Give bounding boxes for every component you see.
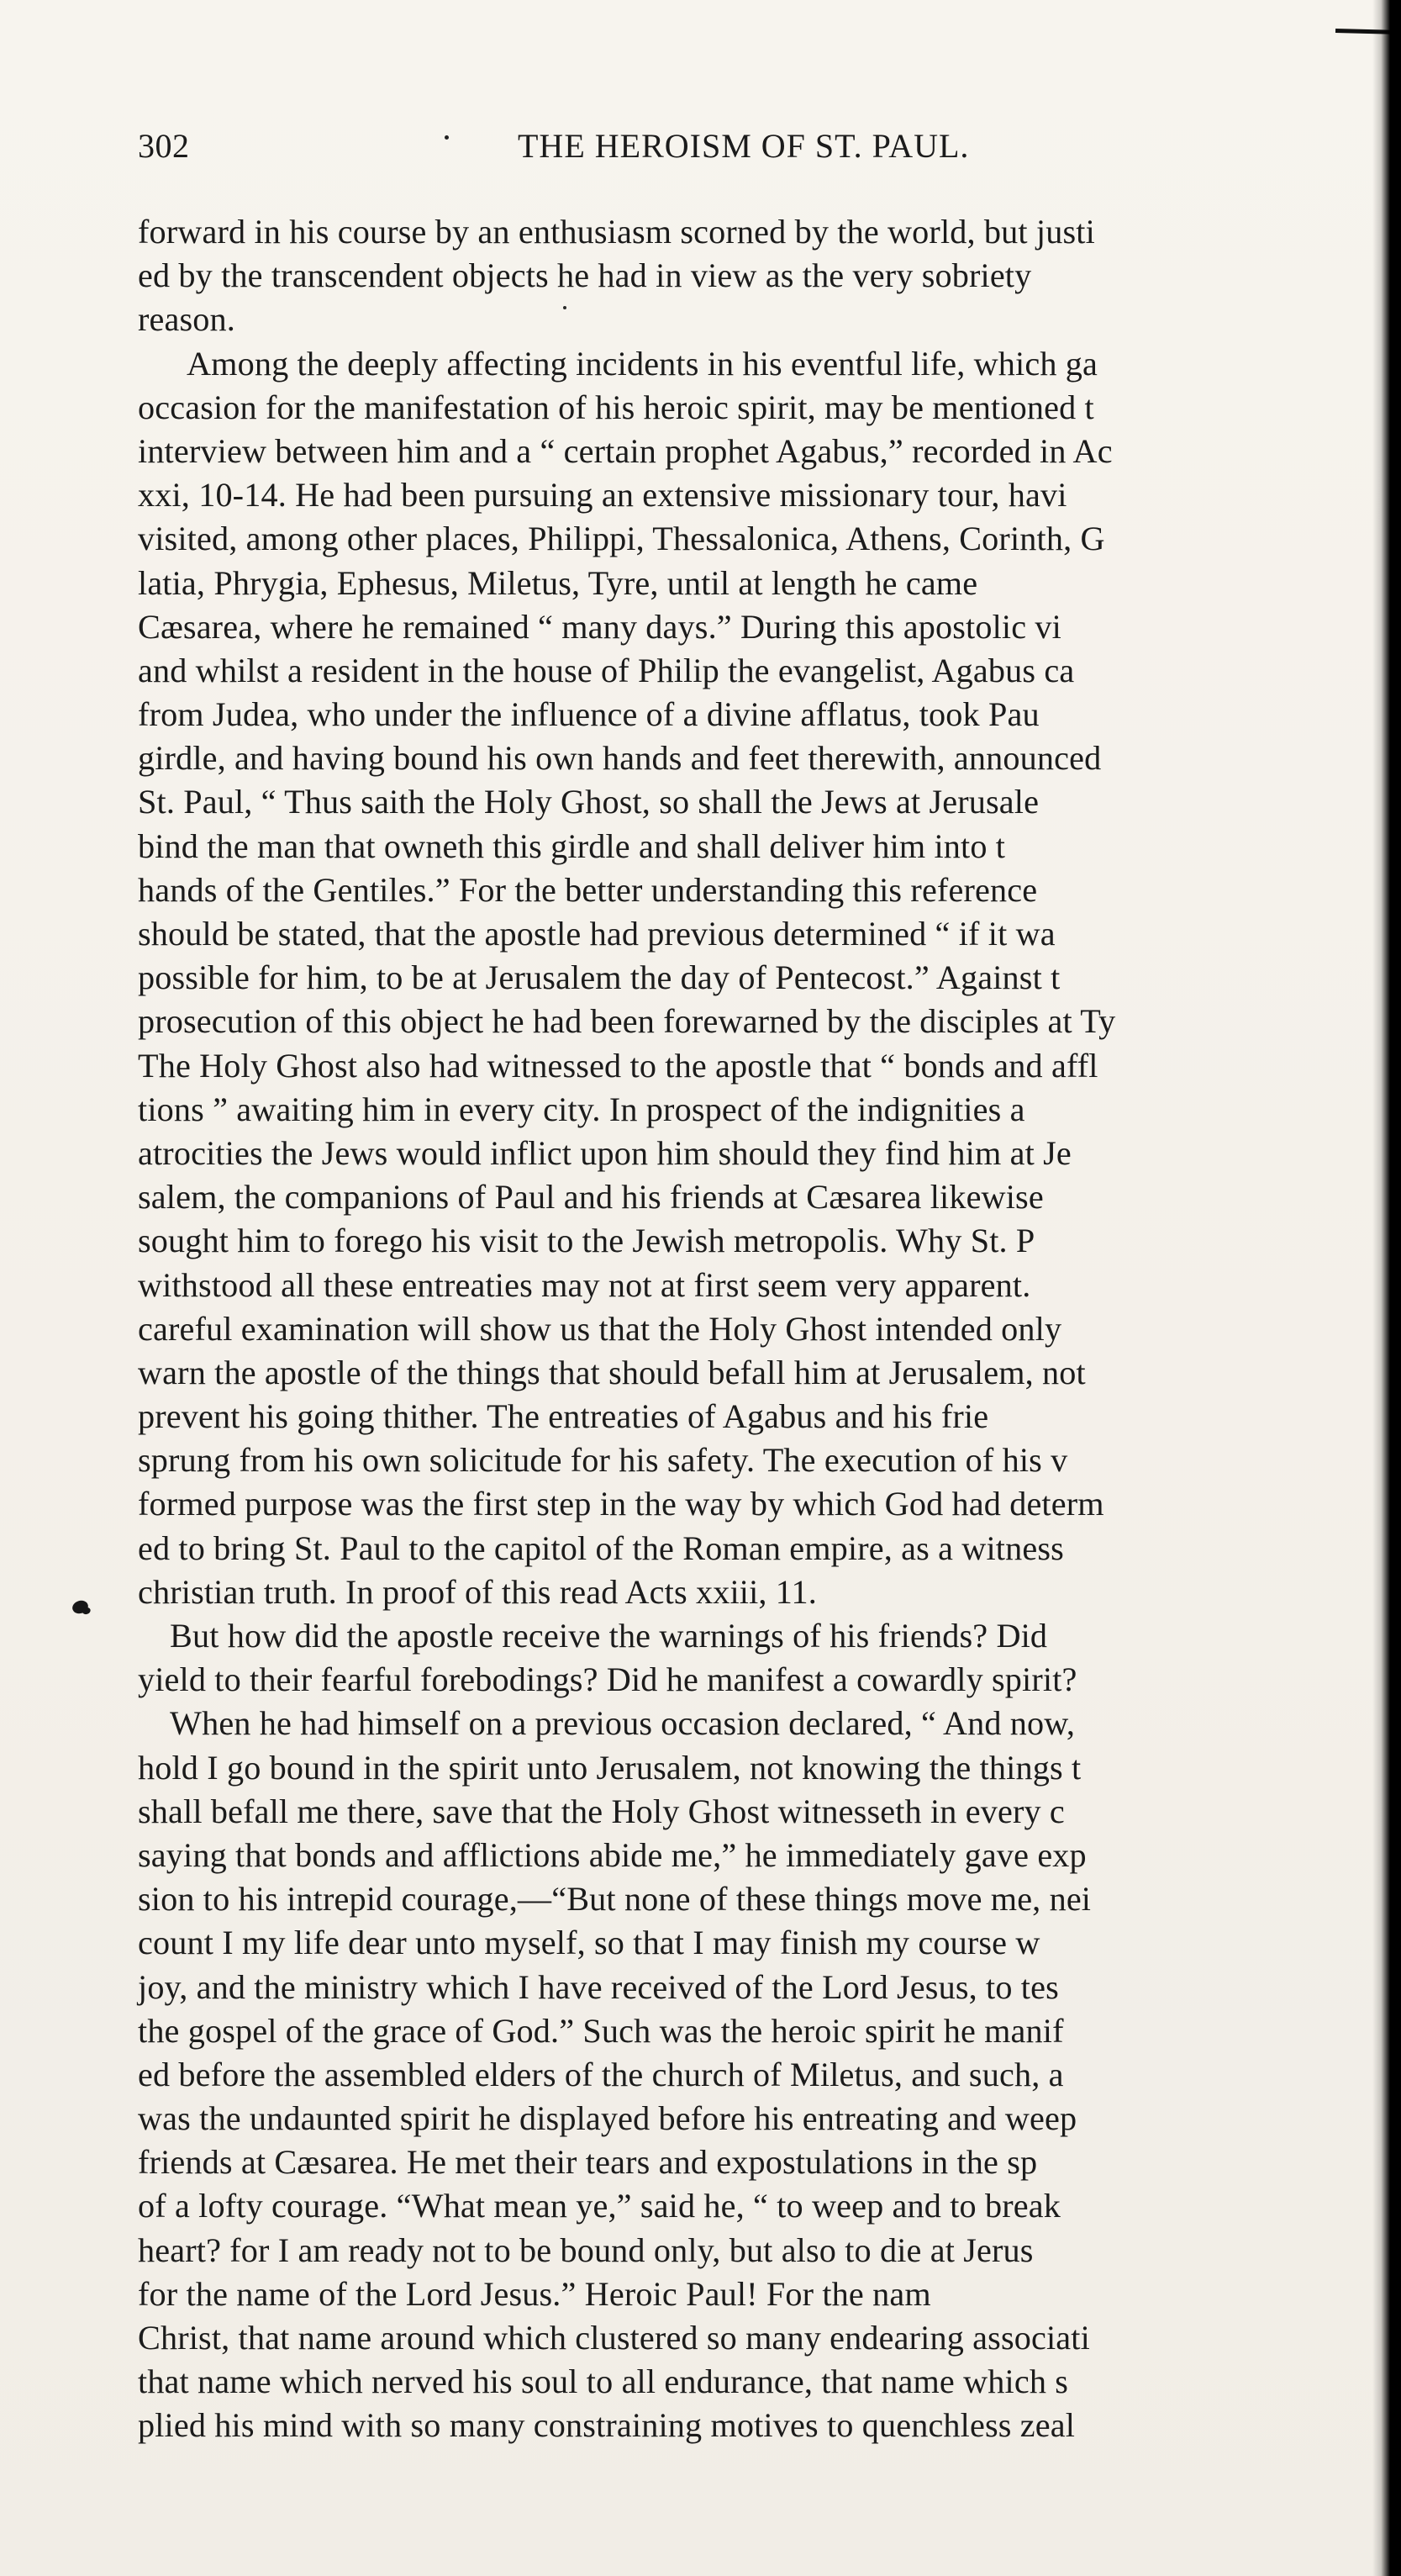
text-line: shall befall me there, save that the Holy Ghost witnesseth in every c — [138, 1792, 1065, 1830]
text-line: warn the apostle of the things that should befall him at Jerusalem, not — [138, 1353, 1086, 1391]
text-line: prevent his going thither. The entreaties of Agabus and his frie — [138, 1397, 989, 1436]
text-line: But how did the apostle receive the warnings of his friends? Did — [170, 1617, 1048, 1655]
ink-blot — [71, 1598, 90, 1615]
text-line: interview between him and a “ certain prophet Agabus,” recorded in Ac — [138, 431, 1113, 470]
text-line: Christ, that name around which clustered so many endearing associati — [138, 2319, 1090, 2357]
text-line: friends at Cæsarea. He met their tears and expostulations in the sp — [138, 2143, 1038, 2182]
text-line: that name which nerved his soul to all endurance, that name which s — [138, 2362, 1069, 2401]
text-line: plied his mind with so many constraining motives to quenchless zeal — [138, 2406, 1076, 2445]
text-line: ed by the transcendent objects he had in view as the very sobriety — [138, 256, 1032, 295]
text-line: latia, Phrygia, Ephesus, Miletus, Tyre, until at length he came — [138, 563, 978, 602]
text-line: possible for him, to be at Jerusalem the day of Pentecost.” Against t — [138, 958, 1061, 997]
text-line: was the undaunted spirit he displayed before his entreating and weep — [138, 2099, 1077, 2138]
text-line: hands of the Gentiles.” For the better understanding this reference — [138, 870, 1038, 909]
text-line: sought him to forego his visit to the Jewish metropolis. Why St. P — [138, 1222, 1035, 1260]
text-line: sprung from his own solicitude for his safety. The execution of his v — [138, 1441, 1068, 1480]
text-line: reason. — [138, 300, 235, 339]
text-line: should be stated, that the apostle had previous determined “ if it wa — [138, 915, 1056, 953]
main-text — [138, 210, 1373, 2448]
text-line: prosecution of this object he had been forewarned by the disciples at Ty — [138, 1002, 1116, 1041]
ink-dot — [563, 306, 566, 309]
text-line: hold I go bound in the spirit unto Jerusalem, not knowing the things t — [138, 1748, 1082, 1787]
text-line: heart? for I am ready not to be bound only, but also to die at Jerus — [138, 2230, 1034, 2269]
text-line: the gospel of the grace of God.” Such was the heroic spirit he manif — [138, 2011, 1064, 2050]
page-header — [138, 126, 1300, 177]
text-line: When he had himself on a previous occasion declared, “ And now, — [170, 1704, 1076, 1743]
text-line: The Holy Ghost also had witnessed to the apostle that “ bonds and affl — [138, 1046, 1098, 1085]
text-line: and whilst a resident in the house of Philip the evangelist, Agabus ca — [138, 651, 1075, 689]
text-line: tions ” awaiting him in every city. In prospect of the indignities a — [138, 1090, 1025, 1128]
text-line: count I my life dear unto myself, so that I may finish my course w — [138, 1924, 1040, 1962]
text-line: salem, the companions of Paul and his friends at Cæsarea likewise — [138, 1178, 1044, 1217]
text-line: for the name of the Lord Jesus.” Heroic Paul! For the nam — [138, 2274, 931, 2313]
page-edge-shadow — [1372, 0, 1401, 2576]
text-line: atrocities the Jews would inflict upon him should they find him at Je — [138, 1133, 1072, 1172]
text-line: ed to bring St. Paul to the capitol of the Roman empire, as a witness — [138, 1528, 1064, 1567]
text-line: Among the deeply affecting incidents in his eventful life, which ga — [187, 344, 1098, 383]
text-line: xxi, 10-14. He had been pursuing an extensive missionary tour, havi — [138, 476, 1067, 515]
text-line: forward in his course by an enthusiasm scorned by the world, but justi — [138, 213, 1095, 251]
text-line: ed before the assembled elders of the church of Miletus, and such, a — [138, 2055, 1064, 2093]
text-line: of a lofty courage. “What mean ye,” said he, “ to weep and to break — [138, 2187, 1061, 2225]
text-line: from Judea, who under the influence of a divine afflatus, took Pau — [138, 695, 1040, 734]
text-line: sion to his intrepid courage,—“But none of these things move me, nei — [138, 1880, 1092, 1919]
page-number: 302 — [138, 127, 190, 165]
text-line: saying that bonds and afflictions abide me,” he immediately gave exp — [138, 1835, 1087, 1874]
text-line: occasion for the manifestation of his heroic spirit, may be mentioned t — [138, 388, 1094, 426]
text-line: girdle, and having bound his own hands and feet therewith, announced — [138, 739, 1102, 778]
running-head: THE HEROISM OF ST. PAUL. — [518, 127, 970, 165]
text-line: visited, among other places, Philippi, Thessalonica, Athens, Corinth, G — [138, 520, 1105, 558]
text-line: christian truth. In proof of this read Acts xxiii, 11. — [138, 1572, 817, 1611]
text-line: yield to their fearful forebodings? Did he manifest a cowardly spirit? — [138, 1660, 1077, 1699]
text-line: bind the man that owneth this girdle and shall deliver him into t — [138, 826, 1006, 865]
text-line: St. Paul, “ Thus saith the Holy Ghost, so shall the Jews at Jerusale — [138, 783, 1040, 821]
text-line: formed purpose was the first step in the way by which God had determ — [138, 1485, 1104, 1523]
text-line: withstood all these entreaties may not at first seem very apparent. — [138, 1265, 1031, 1304]
text-line: Cæsarea, where he remained “ many days.” During this apostolic vi — [138, 607, 1061, 646]
text-line: joy, and the ministry which I have received of the Lord Jesus, to tes — [138, 1967, 1059, 2006]
text-line: careful examination will show us that the Holy Ghost intended only — [138, 1309, 1062, 1348]
header-ink-mark — [445, 135, 449, 140]
